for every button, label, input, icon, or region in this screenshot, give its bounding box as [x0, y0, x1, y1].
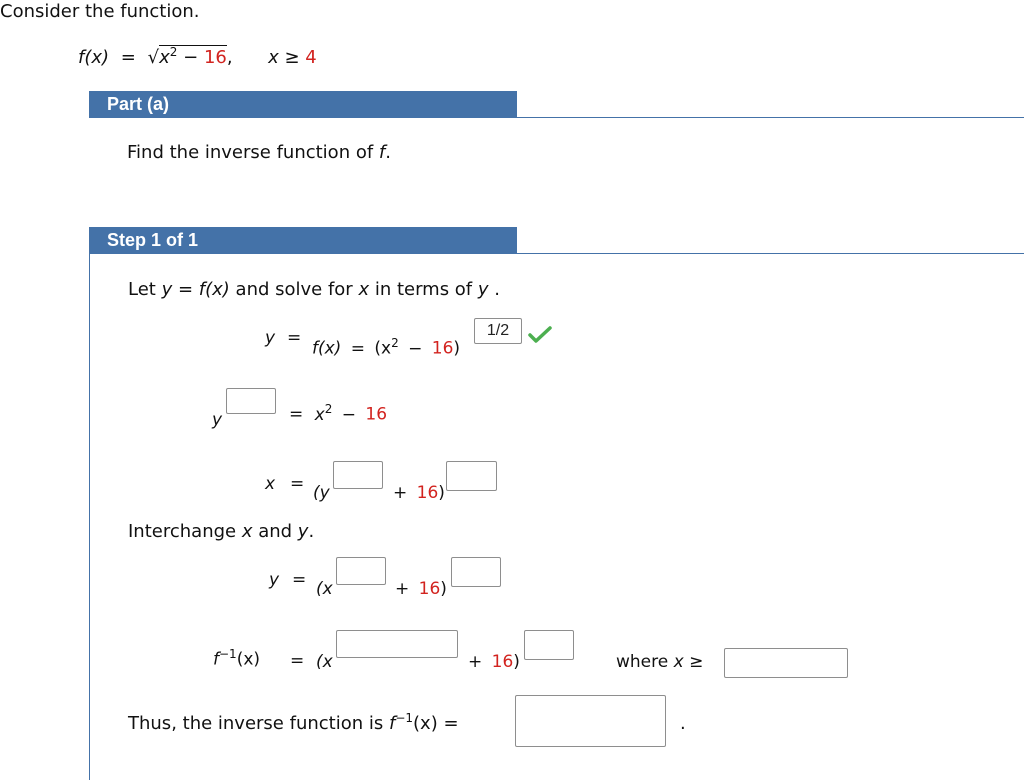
interchange-period: . — [308, 521, 315, 542]
step-header: Step 1 of 1 — [89, 227, 517, 254]
row1-expression — [312, 336, 460, 359]
comma: , — [226, 47, 233, 68]
row5-inverse-exp: −1 — [219, 647, 237, 661]
row4-close: ) — [440, 579, 447, 599]
row2-rhs — [289, 402, 387, 425]
step-instruction — [128, 279, 500, 300]
row3-const: 16 — [416, 483, 439, 503]
equals-sign: = — [120, 47, 136, 68]
part-a-divider — [517, 117, 1024, 118]
row4-eq: = — [292, 570, 307, 590]
instruction-eq: = — [172, 279, 199, 300]
radicand-exponent: 2 — [169, 45, 178, 59]
domain-variable: x — [268, 47, 279, 68]
check-icon — [528, 325, 552, 343]
row1-expr-eq: = — [350, 338, 365, 359]
instruction-period: . — [488, 279, 500, 300]
row1-open: (x — [374, 338, 392, 359]
row4-plus: + — [395, 579, 410, 599]
interchange-text-2: and — [252, 521, 298, 542]
row4-const: 16 — [418, 579, 441, 599]
step-left-border — [89, 254, 90, 780]
row5-exponent-input-1[interactable] — [336, 630, 458, 658]
row5-rest — [468, 652, 520, 672]
row2-const: 16 — [365, 404, 388, 425]
row4-exponent-input-1[interactable] — [336, 557, 386, 585]
interchange-text-1: Interchange — [128, 521, 242, 542]
row2-exp: 2 — [324, 402, 333, 416]
row3-eq: = — [290, 474, 305, 494]
radicand-x: x — [159, 47, 170, 68]
row5-plus: + — [468, 652, 483, 672]
prompt-period: . — [385, 142, 391, 163]
row5-close: ) — [513, 652, 520, 672]
row3-exponent-input-1[interactable] — [333, 461, 383, 489]
thus-eq: = — [443, 713, 459, 734]
row3-exponent-input-2[interactable] — [446, 461, 497, 491]
instruction-fx: f(x) — [198, 279, 230, 300]
row1-exponent-input[interactable]: 1/2 — [474, 318, 522, 344]
function-lhs: f(x) — [78, 47, 110, 68]
where-label — [616, 652, 703, 672]
instruction-x: x — [358, 279, 370, 300]
where-operator: ≥ — [689, 652, 704, 672]
row2-minus: − — [341, 404, 357, 425]
domain-input[interactable] — [724, 648, 848, 678]
row1-minus: − — [408, 338, 423, 359]
row1-const: 16 — [431, 338, 454, 359]
row4-rest — [395, 579, 447, 599]
step-divider — [517, 253, 1024, 254]
radical-sign: √ — [147, 47, 160, 68]
row3-plus: + — [393, 483, 408, 503]
function-definition — [78, 45, 317, 68]
interchange-x: x — [241, 521, 253, 542]
instruction-y: y — [161, 279, 173, 300]
where-text: where — [616, 652, 674, 672]
row3-lhs: x — [265, 474, 276, 494]
intro-text: Consider the function. — [0, 1, 200, 22]
prompt-function: f — [378, 142, 386, 163]
part-a-prompt — [127, 142, 391, 163]
thus-f: f — [388, 713, 396, 734]
domain-value: 4 — [305, 47, 317, 68]
row3-close: ) — [438, 483, 445, 503]
row4-open: (x — [316, 579, 333, 599]
row2-eq: = — [289, 404, 304, 425]
thus-period: . — [680, 713, 686, 734]
instruction-text-3: in terms of — [369, 279, 478, 300]
instruction-text-2: and solve for — [229, 279, 359, 300]
row5-exponent-input-2[interactable] — [524, 630, 574, 660]
row5-lhs — [213, 647, 260, 670]
row1-lhs: y — [265, 328, 276, 348]
inverse-function-input[interactable] — [515, 695, 666, 747]
row2-base: y — [212, 410, 223, 430]
row5-open: (x — [316, 652, 333, 672]
instruction-text-1: Let — [128, 279, 162, 300]
where-x: x — [673, 652, 684, 672]
instruction-y2: y — [477, 279, 489, 300]
interchange-text — [128, 521, 314, 542]
row4-lhs: y — [269, 570, 280, 590]
row1-close: ) — [453, 338, 461, 359]
row3-open: (y — [313, 483, 330, 503]
row5-arg: (x) — [236, 649, 261, 670]
row1-fx: f(x) — [312, 338, 342, 359]
thus-text — [128, 711, 459, 734]
row1-eq: = — [287, 328, 302, 348]
radicand-minus: − — [183, 47, 199, 68]
domain-operator: ≥ — [284, 47, 300, 68]
row2-exponent-input[interactable] — [226, 388, 276, 414]
row5-const: 16 — [491, 652, 514, 672]
part-a-header: Part (a) — [89, 91, 517, 118]
row5-eq: = — [290, 651, 305, 671]
interchange-y: y — [297, 521, 309, 542]
prompt-text: Find the inverse function of — [127, 142, 379, 163]
radicand-constant: 16 — [203, 47, 227, 68]
thus-inverse-exp: −1 — [395, 711, 414, 725]
thus-text-1: Thus, the inverse function is — [128, 713, 389, 734]
row4-exponent-input-2[interactable] — [451, 557, 501, 587]
row1-exp: 2 — [391, 336, 399, 350]
thus-arg: (x) — [413, 713, 438, 734]
row2-x: x — [314, 404, 325, 425]
row5-f: f — [213, 649, 219, 670]
row3-rest — [393, 483, 445, 503]
